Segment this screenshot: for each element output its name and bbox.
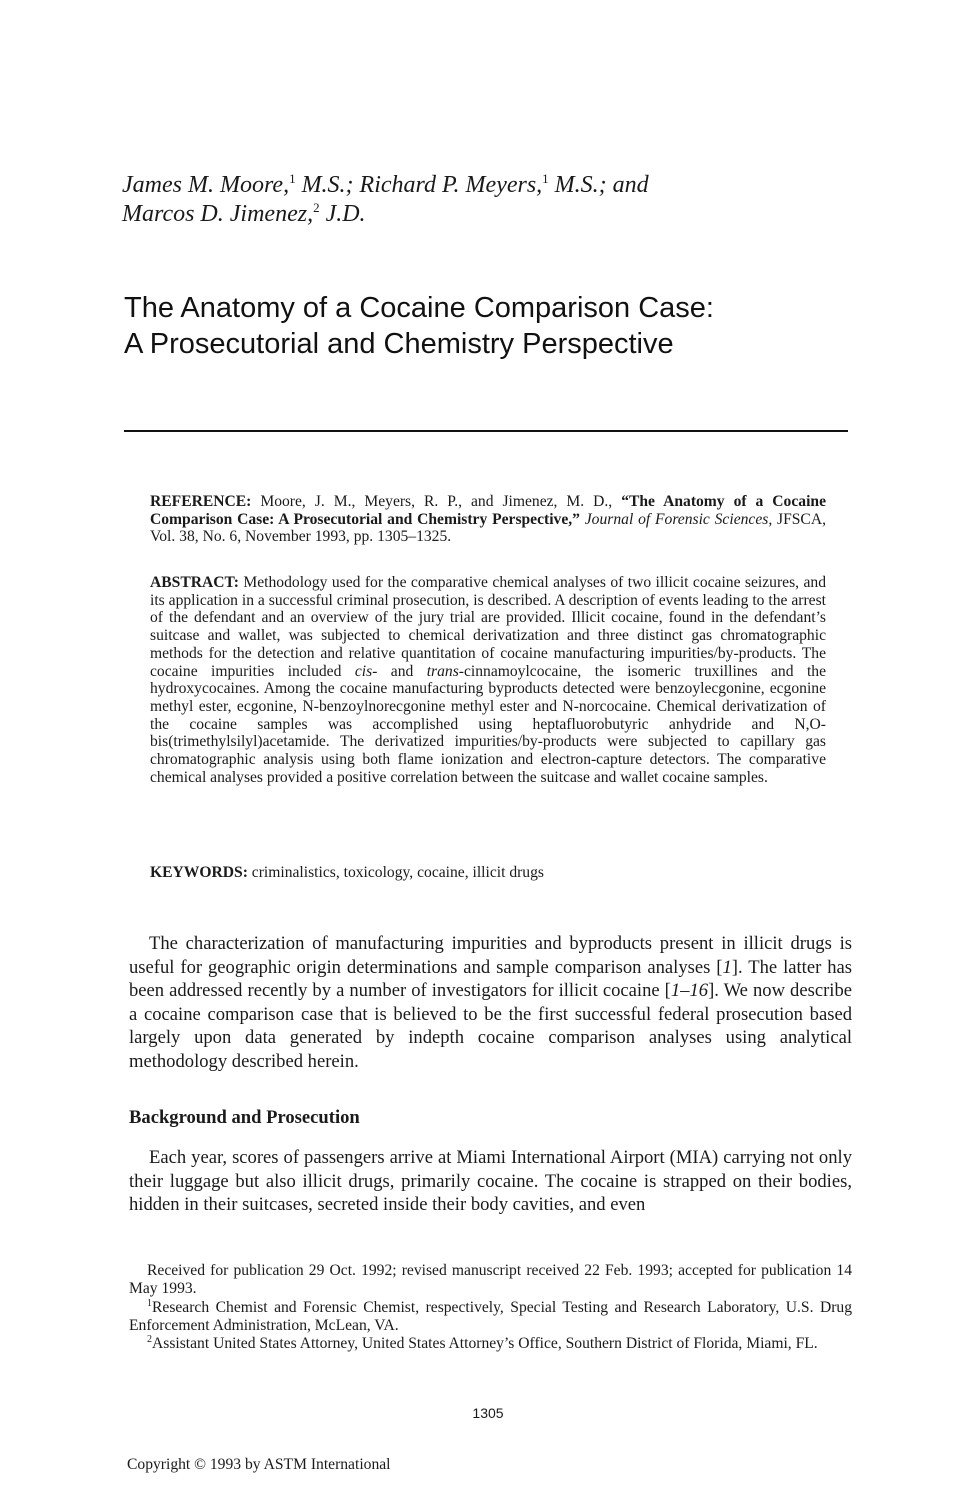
author-degree: M.S.;	[295, 172, 360, 198]
author-list	[122, 171, 882, 229]
footnote-marker: 2	[147, 1334, 152, 1345]
reference-label: REFERENCE:	[150, 493, 252, 510]
section-heading: Background and Prosecution	[129, 1107, 360, 1128]
intro-paragraph	[129, 932, 852, 1073]
copyright-notice: Copyright © 1993 by ASTM International	[127, 1456, 391, 1473]
keywords-paragraph	[150, 864, 826, 882]
abstract-text: and	[377, 662, 427, 680]
affiliation-marker: 1	[542, 171, 549, 186]
author-degree: M.S.; and	[548, 172, 649, 198]
paper-title	[124, 290, 884, 362]
reference-details: JFSCA, Vol. 38, No. 6, November 1993, pp. 1305–1325.	[150, 510, 826, 546]
footnote-1	[129, 1299, 852, 1336]
footnote-marker: 1	[147, 1297, 152, 1309]
affiliation-marker: 2	[313, 200, 320, 215]
abstract-text: Methodology used for the comparative chemical analyses of two illicit cocaine seizures, and its application in a successful criminal prosecution, is described. A description of events leading to the arrest of the defendant and an overview of the jury trial are provided. Illicit cocaine, found in the defendant’s suitcase and wallet, was subjected to chemical derivatization and three distinct gas chromatographic methods for the detection and relative quantitation of cocaine manufacturing impurities/by-products. The cocaine impurities included	[150, 574, 826, 680]
footnote-2	[129, 1335, 852, 1353]
body-text: ]. The latter has been addressed recently by a number of investigators for illicit cocaine [	[129, 956, 852, 1001]
footnotes	[129, 1262, 852, 1353]
author-name: Marcos D. Jimenez,	[122, 201, 314, 227]
title-divider	[124, 430, 848, 432]
keywords-label: KEYWORDS:	[150, 864, 248, 881]
author-degree: J.D.	[319, 201, 366, 227]
abstract-italic: cis-	[354, 662, 378, 680]
abstract-italic: trans-	[426, 662, 464, 680]
affiliation-marker: 1	[289, 171, 296, 186]
author-name: Richard P. Meyers,	[359, 172, 543, 198]
section-paragraph: Each year, scores of passengers arrive at Miami International Airport (MIA) carrying not only their luggage but also illicit drugs, primarily cocaine. The cocaine is strapped on their bodies, hidden in their suitcases, secreted inside their body cavities, and even	[129, 1147, 852, 1215]
reference-journal: Journal of Forensic Sciences,	[579, 510, 773, 528]
citation-link[interactable]: 1–16	[670, 980, 709, 1001]
keywords-text: criminalistics, toxicology, cocaine, illicit drugs	[247, 864, 544, 881]
reference-paragraph	[150, 493, 826, 546]
footnote-text: Assistant United States Attorney, United States Attorney’s Office, Southern District of Florida, Miami, FL.	[152, 1335, 818, 1353]
reference-title: “The Anatomy of a Cocaine Comparison Case: A Prosecutorial and Chemistry Perspective,”	[150, 493, 826, 528]
citation-link[interactable]: 1	[722, 956, 732, 978]
abstract-label: ABSTRACT:	[150, 574, 239, 591]
footnote-text: Research Chemist and Forensic Chemist, respectively, Special Testing and Research Laboratory, U.S. Drug Enforcement Administration, McLean, VA.	[129, 1298, 852, 1334]
title-line: The Anatomy of a Cocaine Comparison Case:	[124, 292, 714, 324]
author-name: James M. Moore,	[122, 172, 290, 198]
body-text: The characterization of manufacturing impurities and byproducts present in illicit drugs is useful for geographic origin determinations and sample comparison analyses [	[129, 933, 852, 978]
abstract-paragraph	[150, 574, 826, 786]
reference-authors: Moore, J. M., Meyers, R. P., and Jimenez, M. D.,	[251, 493, 622, 510]
abstract-text: cinnamoylcocaine, the isomeric truxillines and the hydroxycocaines. Among the cocaine manufacturing byproducts detected were benzoylecgonine, ecgonine methyl ester, ecgonine, N-benzoylnorecgonine methyl ester and N-norcocaine. Chemical derivatization of the cocaine samples was accomplished using heptafluorobutyric anhydride and N,O-bis(trimethylsilyl)acetamide. The derivatized impurities/by-products were subjected to capillary gas chromatographic analysis using both flame ionization and electron-capture detectors. The comparative chemical analyses provided a positive correlation between the suitcase and wallet cocaine samples.	[150, 662, 826, 786]
title-line: A Prosecutorial and Chemistry Perspective	[124, 328, 674, 360]
footnote-received: Received for publication 29 Oct. 1992; revised manuscript received 22 Feb. 1993; accepted for publication 14 May 1993.	[129, 1262, 852, 1298]
page-number: 1305	[472, 1405, 504, 1421]
body-text: ]. We now describe a cocaine comparison case that is believed to be the first successful federal prosecution based largely upon data generated by indepth cocaine comparison analyses using analytical methodology described herein.	[129, 980, 852, 1072]
